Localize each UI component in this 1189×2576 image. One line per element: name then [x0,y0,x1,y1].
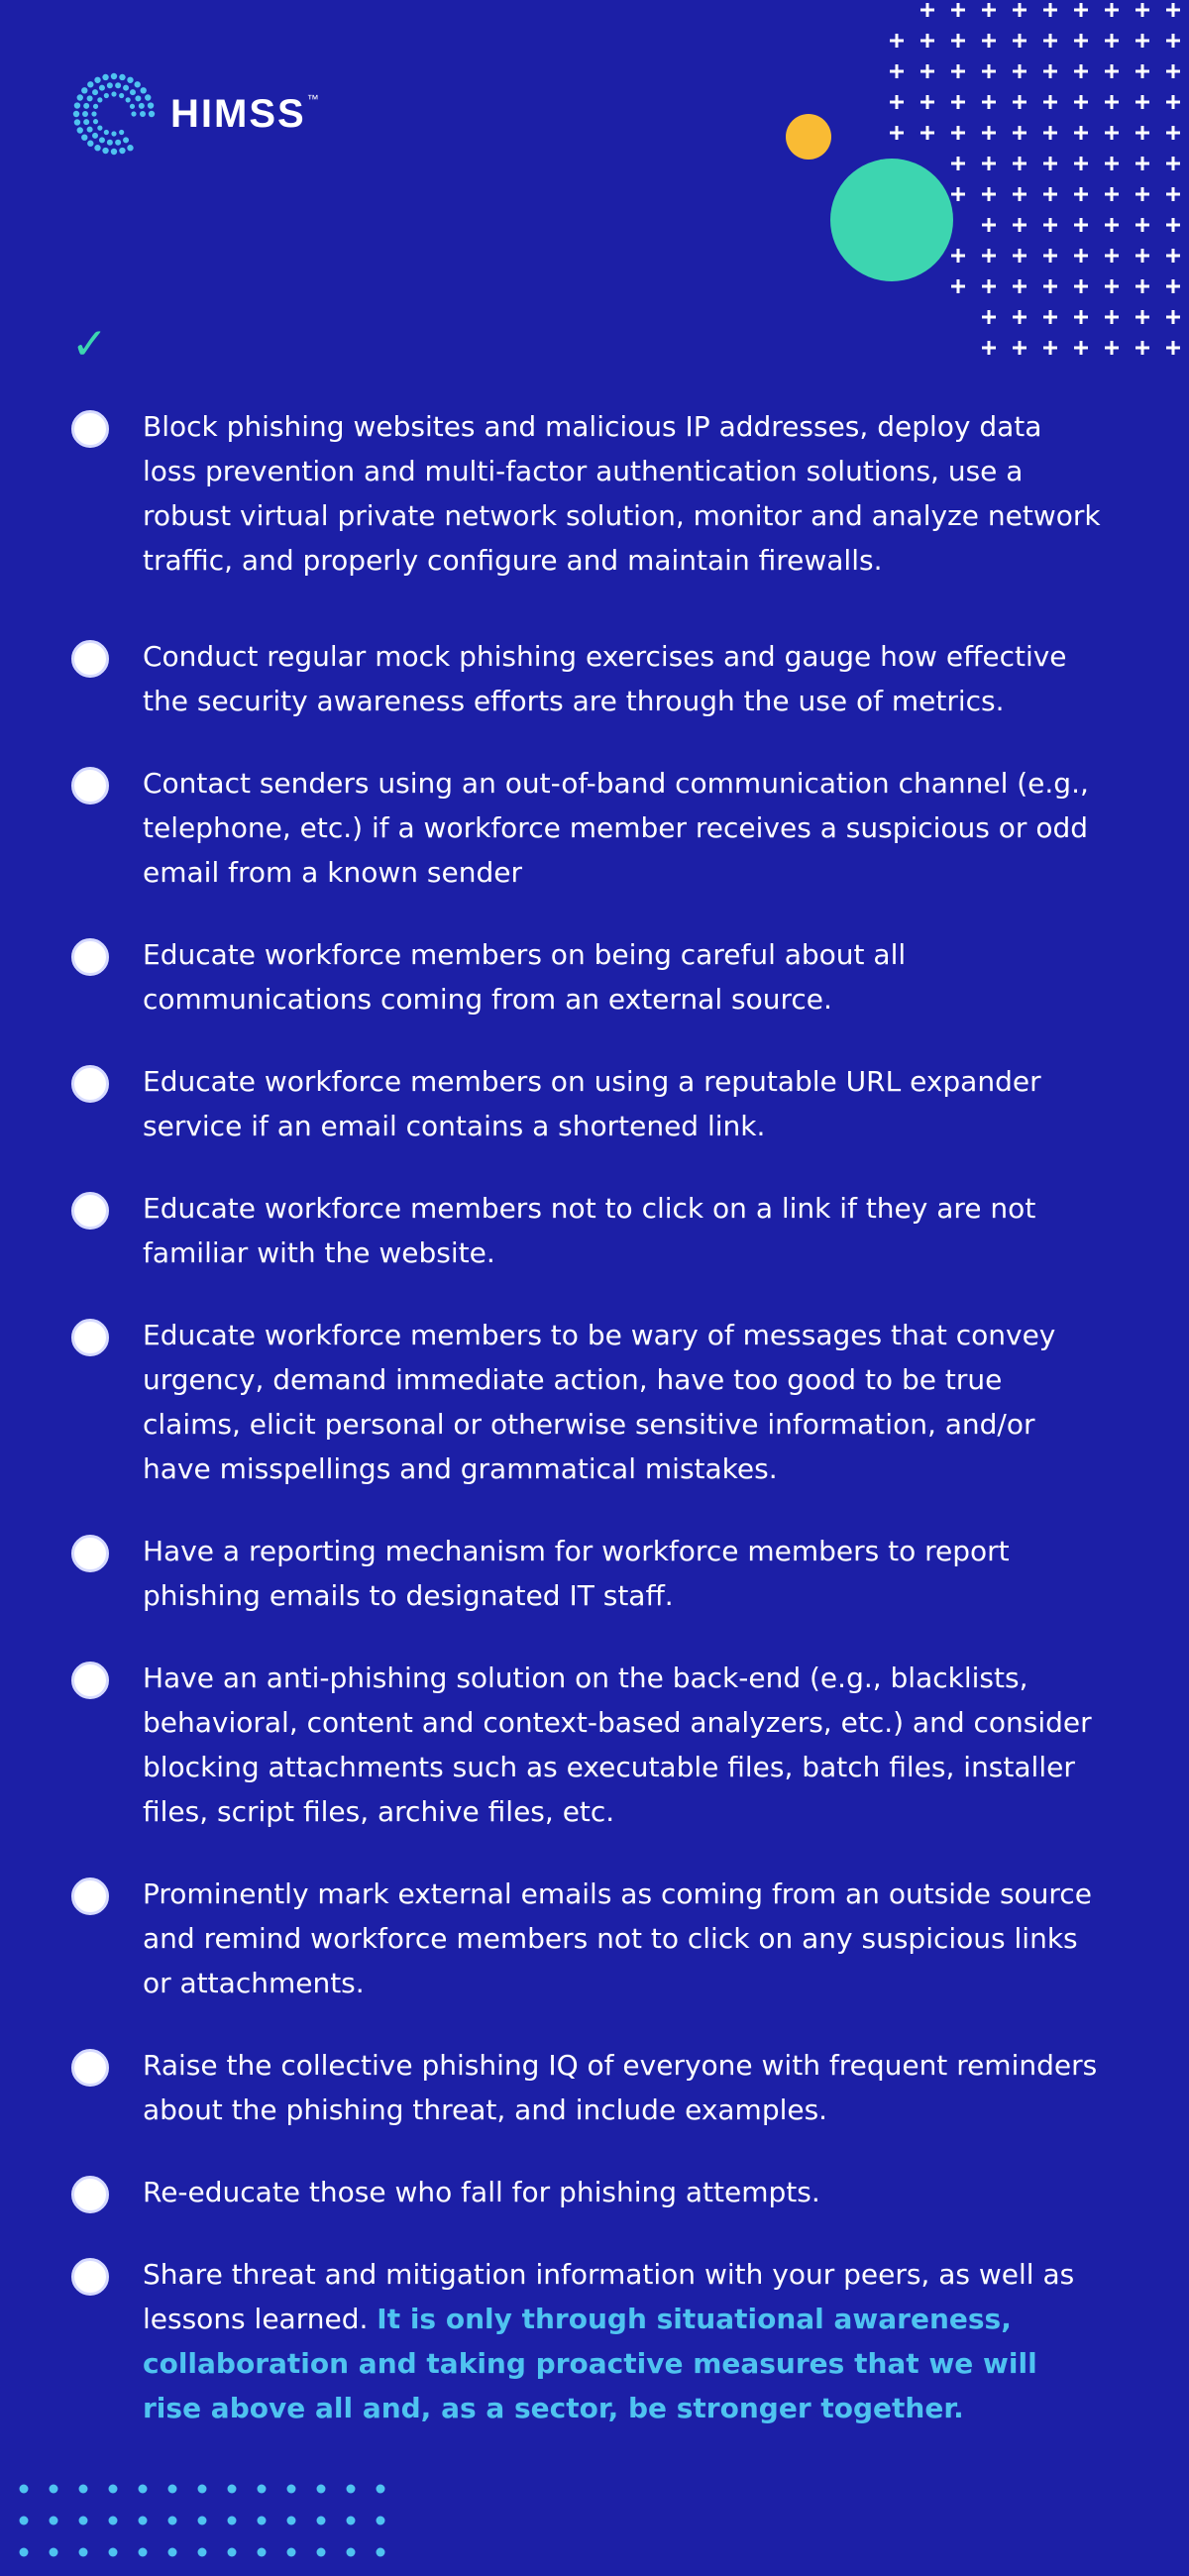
checklist-item-text: Contact senders using an out-of-band communication channel (e.g., telephone, etc.) if a workforce member receives a suspicious or odd email from a known sender [143,767,1089,889]
checklist-item [71,634,1102,723]
dot-grid-decoration [16,2477,432,2576]
checklist-item-text: Prominently mark external emails as coming from an outside source and remind workforce members not to click on any suspicious links or attachments. [143,1878,1092,1999]
radio-bullet-icon [71,2049,109,2087]
himss-logo [71,71,321,157]
yellow-circle-decoration [786,114,831,160]
logo-text: HIMSS [170,91,306,136]
checklist-item [71,2170,1102,2214]
radio-bullet-icon [71,2176,109,2213]
plus-grid-decoration [872,0,1189,376]
checklist-item-text: Educate workforce members to be wary of messages that convey urgency, demand immediate action, have too good to be true claims, elicit personal or otherwise sensitive information, and/or have misspellings and grammatical mistakes. [143,1319,1056,1485]
trademark-mark: ™ [306,91,321,106]
checklist-item [71,404,1102,583]
checkmark-icon: ✓ [71,319,108,370]
checklist-item-text: Educate workforce members on being careful about all communications coming from an external source. [143,938,907,1016]
checklist-item [71,1313,1102,1491]
radio-bullet-icon [71,1535,109,1572]
checklist-item-text: Have an anti-phishing solution on the back-end (e.g., blacklists, behavioral, content and context-based analyzers, etc.) and consider blocking attachments such as executable files, batch files, installer files, script files, archive files, etc. [143,1662,1092,1828]
checklist-item [71,932,1102,1021]
radio-bullet-icon [71,938,109,976]
checklist-item [71,2043,1102,2132]
logo-wordmark [170,92,321,137]
checklist-item [71,1529,1102,1618]
checklist-item [71,1656,1102,1834]
checklist-item [71,1872,1102,2005]
checklist-item-text: Educate workforce members on using a reputable URL expander service if an email contains a shortened link. [143,1065,1041,1142]
radio-bullet-icon [71,2258,109,2296]
closing-highlight-text: It is only through situational awareness, collaboration and taking proactive measures that we will rise above all and, as a sector, be stronger together. [143,2303,1037,2424]
checklist-item-text: Have a reporting mechanism for workforce members to report phishing emails to designated IT staff. [143,1535,1010,1612]
checklist-item [71,1059,1102,1148]
radio-bullet-icon [71,1192,109,1230]
checklist-item [71,1186,1102,1275]
checklist-item-text: Conduct regular mock phishing exercises and gauge how effective the security awareness efforts are through the use of metrics. [143,640,1067,717]
himss-logo-mark-icon [71,71,157,157]
radio-bullet-icon [71,1319,109,1356]
radio-bullet-icon [71,640,109,678]
checklist-item [71,2252,1102,2430]
checklist-item-text: Raise the collective phishing IQ of everyone with frequent reminders about the phishing threat, and include examples. [143,2049,1098,2126]
radio-bullet-icon [71,1662,109,1699]
radio-bullet-icon [71,1065,109,1103]
checklist-item-text: Educate workforce members not to click on a link if they are not familiar with the website. [143,1192,1036,1269]
phishing-mitigation-checklist [71,404,1102,2468]
radio-bullet-icon [71,1878,109,1915]
checklist-item [71,761,1102,895]
checklist-item-text: Share threat and mitigation information with your peers, as well as lessons learned. [143,2258,1075,2335]
checklist-item-text: Block phishing websites and malicious IP addresses, deploy data loss prevention and multi-factor authentication solutions, use a robust virtual private network solution, monitor and analyze network traffic, and properly configure and maintain firewalls. [143,410,1101,577]
checklist-item-text: Re-educate those who fall for phishing attempts. [143,2176,820,2208]
radio-bullet-icon [71,410,109,448]
radio-bullet-icon [71,767,109,805]
